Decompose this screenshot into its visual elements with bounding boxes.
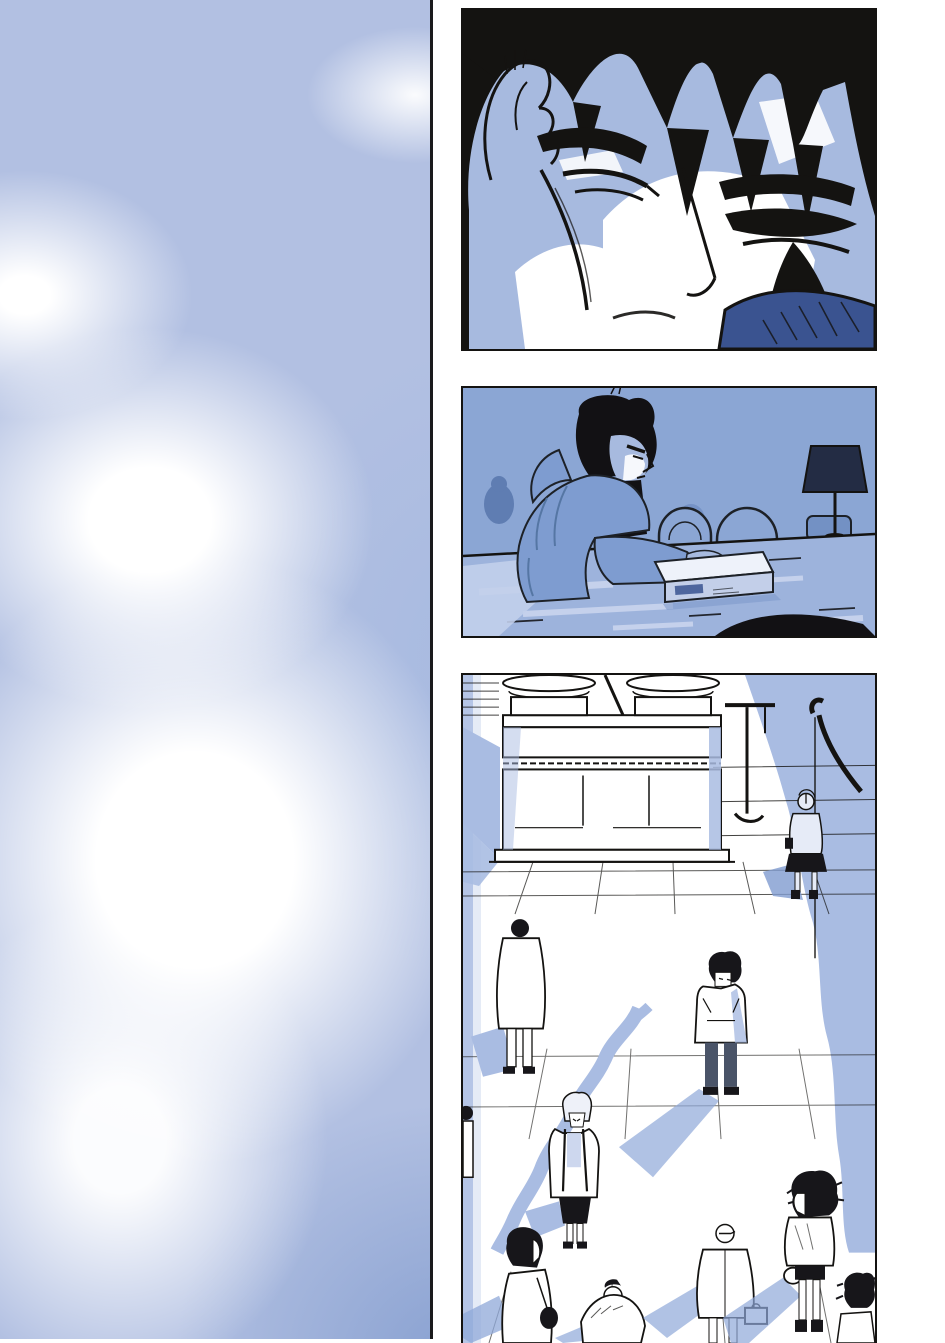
face-closeup-art (463, 10, 875, 349)
panel-plaza-pedestrians (461, 673, 877, 1343)
panel-man-reading-phonebook (461, 386, 877, 638)
panel-face-closeup (461, 8, 877, 351)
page-edge-line (430, 0, 433, 1339)
lamp-shade (803, 446, 867, 492)
reading-table-art (463, 388, 875, 636)
phonebook-column (0, 0, 430, 1339)
figure-left-edge-sliver (463, 1106, 473, 1177)
plaza-art (463, 675, 875, 1343)
